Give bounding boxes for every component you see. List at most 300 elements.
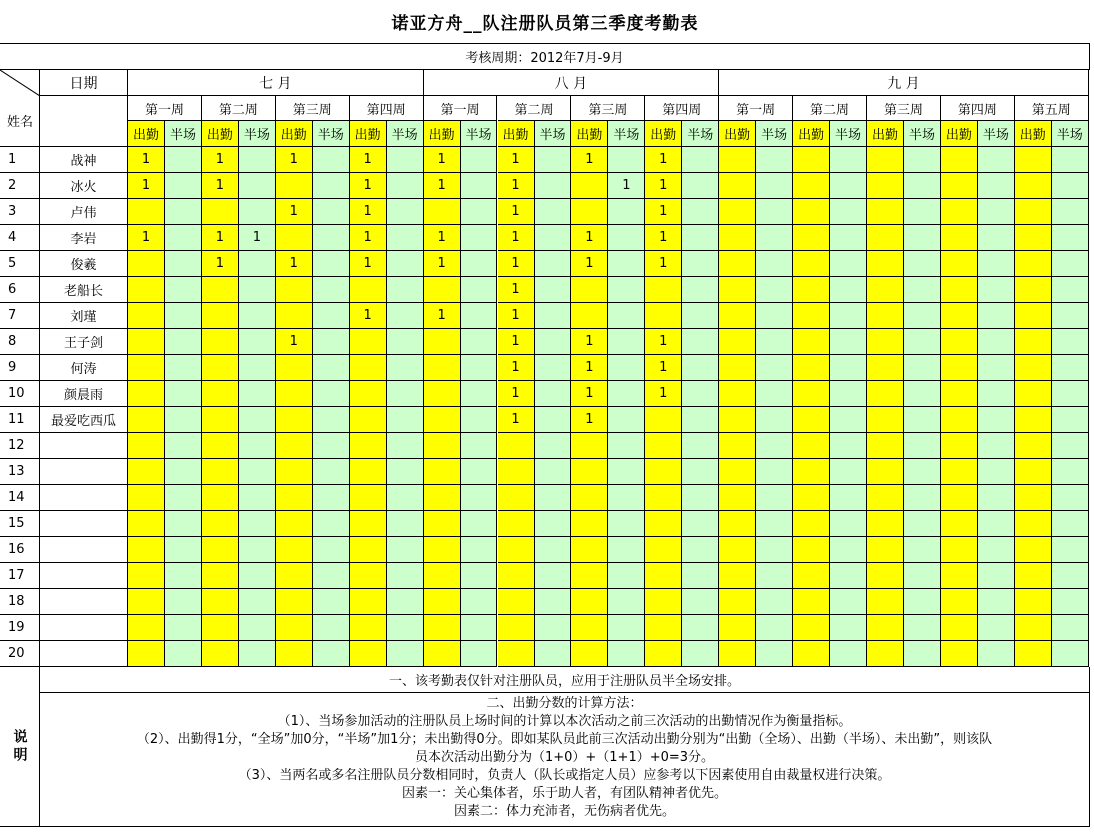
attend-cell[interactable] <box>350 459 387 485</box>
half-cell[interactable] <box>387 537 424 563</box>
attend-cell[interactable]: 1 <box>276 251 313 277</box>
half-cell[interactable] <box>1052 537 1089 563</box>
attend-cell[interactable] <box>128 615 165 641</box>
half-cell[interactable] <box>756 355 793 381</box>
attend-cell[interactable] <box>1015 277 1052 303</box>
attend-cell[interactable] <box>719 589 756 615</box>
attend-cell[interactable] <box>498 537 535 563</box>
attend-cell[interactable] <box>202 537 239 563</box>
attend-cell[interactable]: 1 <box>350 147 387 173</box>
half-cell[interactable] <box>387 459 424 485</box>
attend-cell[interactable] <box>867 225 904 251</box>
attend-cell[interactable]: 1 <box>645 173 682 199</box>
attend-cell[interactable] <box>350 433 387 459</box>
half-cell[interactable] <box>978 199 1015 225</box>
half-cell[interactable] <box>239 589 276 615</box>
half-cell[interactable] <box>387 589 424 615</box>
attend-cell[interactable] <box>498 433 535 459</box>
half-cell[interactable] <box>387 277 424 303</box>
half-cell[interactable] <box>461 433 498 459</box>
attend-cell[interactable] <box>645 485 682 511</box>
half-cell[interactable] <box>313 433 350 459</box>
half-cell[interactable] <box>904 277 941 303</box>
half-cell[interactable] <box>165 407 202 433</box>
half-cell[interactable] <box>978 147 1015 173</box>
half-cell[interactable] <box>165 277 202 303</box>
attend-cell[interactable] <box>424 589 461 615</box>
half-cell[interactable] <box>313 251 350 277</box>
attend-cell[interactable] <box>793 173 830 199</box>
half-cell[interactable] <box>165 147 202 173</box>
attend-cell[interactable] <box>1015 511 1052 537</box>
half-cell[interactable] <box>461 641 498 667</box>
half-cell[interactable] <box>239 485 276 511</box>
half-cell[interactable] <box>1052 485 1089 511</box>
half-cell[interactable] <box>608 147 645 173</box>
half-cell[interactable] <box>535 303 572 329</box>
attend-cell[interactable] <box>793 147 830 173</box>
half-cell[interactable] <box>165 511 202 537</box>
half-cell[interactable] <box>165 459 202 485</box>
attend-cell[interactable]: 1 <box>571 381 608 407</box>
half-cell[interactable] <box>978 173 1015 199</box>
attend-cell[interactable] <box>867 329 904 355</box>
attend-cell[interactable] <box>719 485 756 511</box>
attend-cell[interactable] <box>350 277 387 303</box>
half-cell[interactable] <box>904 329 941 355</box>
half-cell[interactable] <box>978 641 1015 667</box>
half-cell[interactable] <box>387 511 424 537</box>
attend-cell[interactable] <box>424 459 461 485</box>
half-cell[interactable] <box>239 407 276 433</box>
attend-cell[interactable] <box>941 459 978 485</box>
half-cell[interactable] <box>387 433 424 459</box>
half-cell[interactable] <box>535 459 572 485</box>
attend-cell[interactable] <box>645 277 682 303</box>
attend-cell[interactable] <box>719 225 756 251</box>
half-cell[interactable] <box>978 407 1015 433</box>
half-cell[interactable] <box>535 355 572 381</box>
half-cell[interactable] <box>830 485 867 511</box>
attend-cell[interactable] <box>276 511 313 537</box>
attend-cell[interactable] <box>350 485 387 511</box>
attend-cell[interactable]: 1 <box>498 147 535 173</box>
attend-cell[interactable] <box>128 407 165 433</box>
attend-cell[interactable] <box>867 303 904 329</box>
half-cell[interactable] <box>313 173 350 199</box>
attend-cell[interactable] <box>941 485 978 511</box>
attend-cell[interactable] <box>276 173 313 199</box>
attend-cell[interactable] <box>128 485 165 511</box>
attend-cell[interactable] <box>867 147 904 173</box>
half-cell[interactable] <box>461 251 498 277</box>
half-cell[interactable] <box>313 589 350 615</box>
attend-cell[interactable]: 1 <box>202 173 239 199</box>
attend-cell[interactable] <box>1015 173 1052 199</box>
attend-cell[interactable] <box>1015 407 1052 433</box>
half-cell[interactable] <box>1052 251 1089 277</box>
attend-cell[interactable] <box>645 433 682 459</box>
half-cell[interactable] <box>608 329 645 355</box>
half-cell[interactable] <box>387 407 424 433</box>
half-cell[interactable] <box>756 277 793 303</box>
half-cell[interactable] <box>904 355 941 381</box>
half-cell[interactable] <box>978 277 1015 303</box>
half-cell[interactable] <box>239 329 276 355</box>
attend-cell[interactable] <box>719 147 756 173</box>
attend-cell[interactable] <box>276 537 313 563</box>
attend-cell[interactable]: 1 <box>571 407 608 433</box>
half-cell[interactable] <box>239 433 276 459</box>
attend-cell[interactable] <box>424 407 461 433</box>
attend-cell[interactable]: 1 <box>498 355 535 381</box>
half-cell[interactable] <box>461 459 498 485</box>
attend-cell[interactable] <box>1015 459 1052 485</box>
half-cell[interactable] <box>461 511 498 537</box>
attend-cell[interactable] <box>202 589 239 615</box>
attend-cell[interactable] <box>719 511 756 537</box>
half-cell[interactable] <box>978 589 1015 615</box>
half-cell[interactable] <box>978 459 1015 485</box>
attend-cell[interactable]: 1 <box>645 199 682 225</box>
half-cell[interactable] <box>313 199 350 225</box>
half-cell[interactable] <box>313 459 350 485</box>
attend-cell[interactable] <box>645 407 682 433</box>
attend-cell[interactable] <box>867 485 904 511</box>
half-cell[interactable] <box>830 433 867 459</box>
attend-cell[interactable] <box>719 329 756 355</box>
half-cell[interactable] <box>461 199 498 225</box>
attend-cell[interactable] <box>1015 615 1052 641</box>
attend-cell[interactable] <box>719 355 756 381</box>
half-cell[interactable] <box>756 173 793 199</box>
half-cell[interactable] <box>239 173 276 199</box>
attend-cell[interactable]: 1 <box>128 225 165 251</box>
half-cell[interactable] <box>904 485 941 511</box>
attend-cell[interactable]: 1 <box>276 199 313 225</box>
attend-cell[interactable] <box>350 511 387 537</box>
attend-cell[interactable] <box>350 641 387 667</box>
half-cell[interactable] <box>904 589 941 615</box>
attend-cell[interactable] <box>202 407 239 433</box>
attend-cell[interactable] <box>941 277 978 303</box>
half-cell[interactable] <box>830 225 867 251</box>
half-cell[interactable] <box>387 147 424 173</box>
half-cell[interactable] <box>904 641 941 667</box>
half-cell[interactable]: 1 <box>239 225 276 251</box>
attend-cell[interactable] <box>867 173 904 199</box>
attend-cell[interactable] <box>424 277 461 303</box>
attend-cell[interactable] <box>1015 433 1052 459</box>
half-cell[interactable] <box>313 277 350 303</box>
attend-cell[interactable] <box>867 433 904 459</box>
half-cell[interactable] <box>608 537 645 563</box>
half-cell[interactable] <box>904 407 941 433</box>
half-cell[interactable] <box>461 147 498 173</box>
half-cell[interactable] <box>1052 329 1089 355</box>
half-cell[interactable] <box>756 147 793 173</box>
attend-cell[interactable]: 1 <box>424 173 461 199</box>
half-cell[interactable] <box>239 355 276 381</box>
attend-cell[interactable]: 1 <box>424 225 461 251</box>
half-cell[interactable]: 1 <box>608 173 645 199</box>
half-cell[interactable] <box>682 459 719 485</box>
half-cell[interactable] <box>608 251 645 277</box>
half-cell[interactable] <box>313 641 350 667</box>
half-cell[interactable] <box>535 615 572 641</box>
attend-cell[interactable] <box>571 459 608 485</box>
half-cell[interactable] <box>756 381 793 407</box>
attend-cell[interactable] <box>424 381 461 407</box>
half-cell[interactable] <box>756 485 793 511</box>
half-cell[interactable] <box>756 589 793 615</box>
half-cell[interactable] <box>535 329 572 355</box>
attend-cell[interactable] <box>202 199 239 225</box>
attend-cell[interactable] <box>498 511 535 537</box>
half-cell[interactable] <box>165 199 202 225</box>
attend-cell[interactable] <box>941 303 978 329</box>
attend-cell[interactable] <box>1015 563 1052 589</box>
attend-cell[interactable] <box>793 459 830 485</box>
half-cell[interactable] <box>313 563 350 589</box>
attend-cell[interactable]: 1 <box>645 251 682 277</box>
half-cell[interactable] <box>682 251 719 277</box>
attend-cell[interactable] <box>276 381 313 407</box>
half-cell[interactable] <box>682 147 719 173</box>
half-cell[interactable] <box>535 147 572 173</box>
half-cell[interactable] <box>682 589 719 615</box>
attend-cell[interactable] <box>941 381 978 407</box>
half-cell[interactable] <box>1052 173 1089 199</box>
half-cell[interactable] <box>387 485 424 511</box>
half-cell[interactable] <box>387 329 424 355</box>
half-cell[interactable] <box>313 407 350 433</box>
half-cell[interactable] <box>239 381 276 407</box>
attend-cell[interactable] <box>1015 589 1052 615</box>
half-cell[interactable] <box>978 381 1015 407</box>
half-cell[interactable] <box>165 563 202 589</box>
half-cell[interactable] <box>1052 303 1089 329</box>
attend-cell[interactable]: 1 <box>424 303 461 329</box>
attend-cell[interactable] <box>941 225 978 251</box>
attend-cell[interactable] <box>793 537 830 563</box>
attend-cell[interactable] <box>202 277 239 303</box>
attend-cell[interactable] <box>645 303 682 329</box>
attend-cell[interactable]: 1 <box>498 381 535 407</box>
half-cell[interactable] <box>387 173 424 199</box>
half-cell[interactable] <box>830 173 867 199</box>
half-cell[interactable] <box>535 485 572 511</box>
attend-cell[interactable] <box>1015 329 1052 355</box>
attend-cell[interactable] <box>276 355 313 381</box>
attend-cell[interactable] <box>793 355 830 381</box>
half-cell[interactable] <box>1052 381 1089 407</box>
attend-cell[interactable]: 1 <box>645 381 682 407</box>
half-cell[interactable] <box>535 199 572 225</box>
half-cell[interactable] <box>608 511 645 537</box>
attend-cell[interactable] <box>424 199 461 225</box>
attend-cell[interactable] <box>571 277 608 303</box>
half-cell[interactable] <box>387 225 424 251</box>
attend-cell[interactable] <box>645 459 682 485</box>
attend-cell[interactable] <box>202 329 239 355</box>
half-cell[interactable] <box>165 173 202 199</box>
attend-cell[interactable]: 1 <box>128 173 165 199</box>
half-cell[interactable] <box>461 615 498 641</box>
attend-cell[interactable]: 1 <box>202 225 239 251</box>
half-cell[interactable] <box>608 225 645 251</box>
attend-cell[interactable] <box>867 407 904 433</box>
attend-cell[interactable] <box>128 563 165 589</box>
attend-cell[interactable] <box>128 459 165 485</box>
attend-cell[interactable] <box>941 147 978 173</box>
half-cell[interactable] <box>978 511 1015 537</box>
attend-cell[interactable] <box>793 277 830 303</box>
half-cell[interactable] <box>830 277 867 303</box>
attend-cell[interactable] <box>1015 537 1052 563</box>
attend-cell[interactable] <box>645 589 682 615</box>
attend-cell[interactable]: 1 <box>498 277 535 303</box>
half-cell[interactable] <box>1052 225 1089 251</box>
half-cell[interactable] <box>830 251 867 277</box>
half-cell[interactable] <box>830 563 867 589</box>
half-cell[interactable] <box>682 173 719 199</box>
half-cell[interactable] <box>608 355 645 381</box>
half-cell[interactable] <box>1052 355 1089 381</box>
attend-cell[interactable] <box>276 589 313 615</box>
half-cell[interactable] <box>461 563 498 589</box>
half-cell[interactable] <box>1052 459 1089 485</box>
attend-cell[interactable] <box>276 459 313 485</box>
attend-cell[interactable] <box>350 563 387 589</box>
attend-cell[interactable] <box>276 485 313 511</box>
half-cell[interactable] <box>682 641 719 667</box>
attend-cell[interactable] <box>793 329 830 355</box>
attend-cell[interactable] <box>1015 199 1052 225</box>
half-cell[interactable] <box>461 303 498 329</box>
half-cell[interactable] <box>904 511 941 537</box>
half-cell[interactable] <box>830 303 867 329</box>
attend-cell[interactable] <box>867 355 904 381</box>
half-cell[interactable] <box>682 485 719 511</box>
attend-cell[interactable] <box>793 511 830 537</box>
half-cell[interactable] <box>165 303 202 329</box>
attend-cell[interactable]: 1 <box>350 303 387 329</box>
attend-cell[interactable] <box>350 329 387 355</box>
attend-cell[interactable] <box>202 641 239 667</box>
attend-cell[interactable] <box>571 615 608 641</box>
attend-cell[interactable] <box>571 303 608 329</box>
attend-cell[interactable]: 1 <box>571 355 608 381</box>
attend-cell[interactable] <box>793 641 830 667</box>
attend-cell[interactable] <box>202 355 239 381</box>
attend-cell[interactable] <box>1015 485 1052 511</box>
attend-cell[interactable] <box>1015 147 1052 173</box>
half-cell[interactable] <box>830 615 867 641</box>
attend-cell[interactable] <box>350 381 387 407</box>
attend-cell[interactable] <box>793 615 830 641</box>
half-cell[interactable] <box>461 173 498 199</box>
half-cell[interactable] <box>904 225 941 251</box>
attend-cell[interactable]: 1 <box>276 329 313 355</box>
half-cell[interactable] <box>904 615 941 641</box>
half-cell[interactable] <box>682 615 719 641</box>
half-cell[interactable] <box>535 381 572 407</box>
attend-cell[interactable] <box>128 199 165 225</box>
half-cell[interactable] <box>535 433 572 459</box>
attend-cell[interactable] <box>128 355 165 381</box>
half-cell[interactable] <box>978 615 1015 641</box>
attend-cell[interactable] <box>941 563 978 589</box>
half-cell[interactable] <box>608 433 645 459</box>
attend-cell[interactable] <box>350 537 387 563</box>
attend-cell[interactable] <box>645 537 682 563</box>
half-cell[interactable] <box>756 563 793 589</box>
half-cell[interactable] <box>756 459 793 485</box>
attend-cell[interactable]: 1 <box>498 251 535 277</box>
attend-cell[interactable]: 1 <box>645 355 682 381</box>
attend-cell[interactable] <box>793 563 830 589</box>
attend-cell[interactable] <box>276 563 313 589</box>
half-cell[interactable] <box>313 485 350 511</box>
half-cell[interactable] <box>239 459 276 485</box>
half-cell[interactable] <box>904 251 941 277</box>
attend-cell[interactable] <box>867 537 904 563</box>
attend-cell[interactable]: 1 <box>350 251 387 277</box>
attend-cell[interactable] <box>571 537 608 563</box>
attend-cell[interactable]: 1 <box>350 173 387 199</box>
half-cell[interactable] <box>1052 589 1089 615</box>
attend-cell[interactable] <box>941 355 978 381</box>
attend-cell[interactable] <box>793 589 830 615</box>
half-cell[interactable] <box>830 329 867 355</box>
half-cell[interactable] <box>165 251 202 277</box>
attend-cell[interactable] <box>498 615 535 641</box>
attend-cell[interactable]: 1 <box>424 251 461 277</box>
attend-cell[interactable]: 1 <box>498 329 535 355</box>
attend-cell[interactable]: 1 <box>571 225 608 251</box>
half-cell[interactable] <box>608 563 645 589</box>
attend-cell[interactable]: 1 <box>645 225 682 251</box>
half-cell[interactable] <box>313 147 350 173</box>
attend-cell[interactable] <box>1015 355 1052 381</box>
half-cell[interactable] <box>978 537 1015 563</box>
half-cell[interactable] <box>830 589 867 615</box>
half-cell[interactable] <box>904 303 941 329</box>
half-cell[interactable] <box>682 511 719 537</box>
attend-cell[interactable] <box>941 615 978 641</box>
half-cell[interactable] <box>239 277 276 303</box>
half-cell[interactable] <box>461 355 498 381</box>
attend-cell[interactable]: 1 <box>571 251 608 277</box>
half-cell[interactable] <box>535 173 572 199</box>
half-cell[interactable] <box>535 277 572 303</box>
attend-cell[interactable] <box>867 459 904 485</box>
attend-cell[interactable] <box>424 537 461 563</box>
half-cell[interactable] <box>978 433 1015 459</box>
half-cell[interactable] <box>387 381 424 407</box>
half-cell[interactable] <box>461 277 498 303</box>
half-cell[interactable] <box>387 303 424 329</box>
half-cell[interactable] <box>682 225 719 251</box>
attend-cell[interactable] <box>571 173 608 199</box>
half-cell[interactable] <box>239 641 276 667</box>
attend-cell[interactable] <box>867 251 904 277</box>
attend-cell[interactable] <box>719 433 756 459</box>
attend-cell[interactable] <box>424 485 461 511</box>
half-cell[interactable] <box>313 537 350 563</box>
half-cell[interactable] <box>904 381 941 407</box>
